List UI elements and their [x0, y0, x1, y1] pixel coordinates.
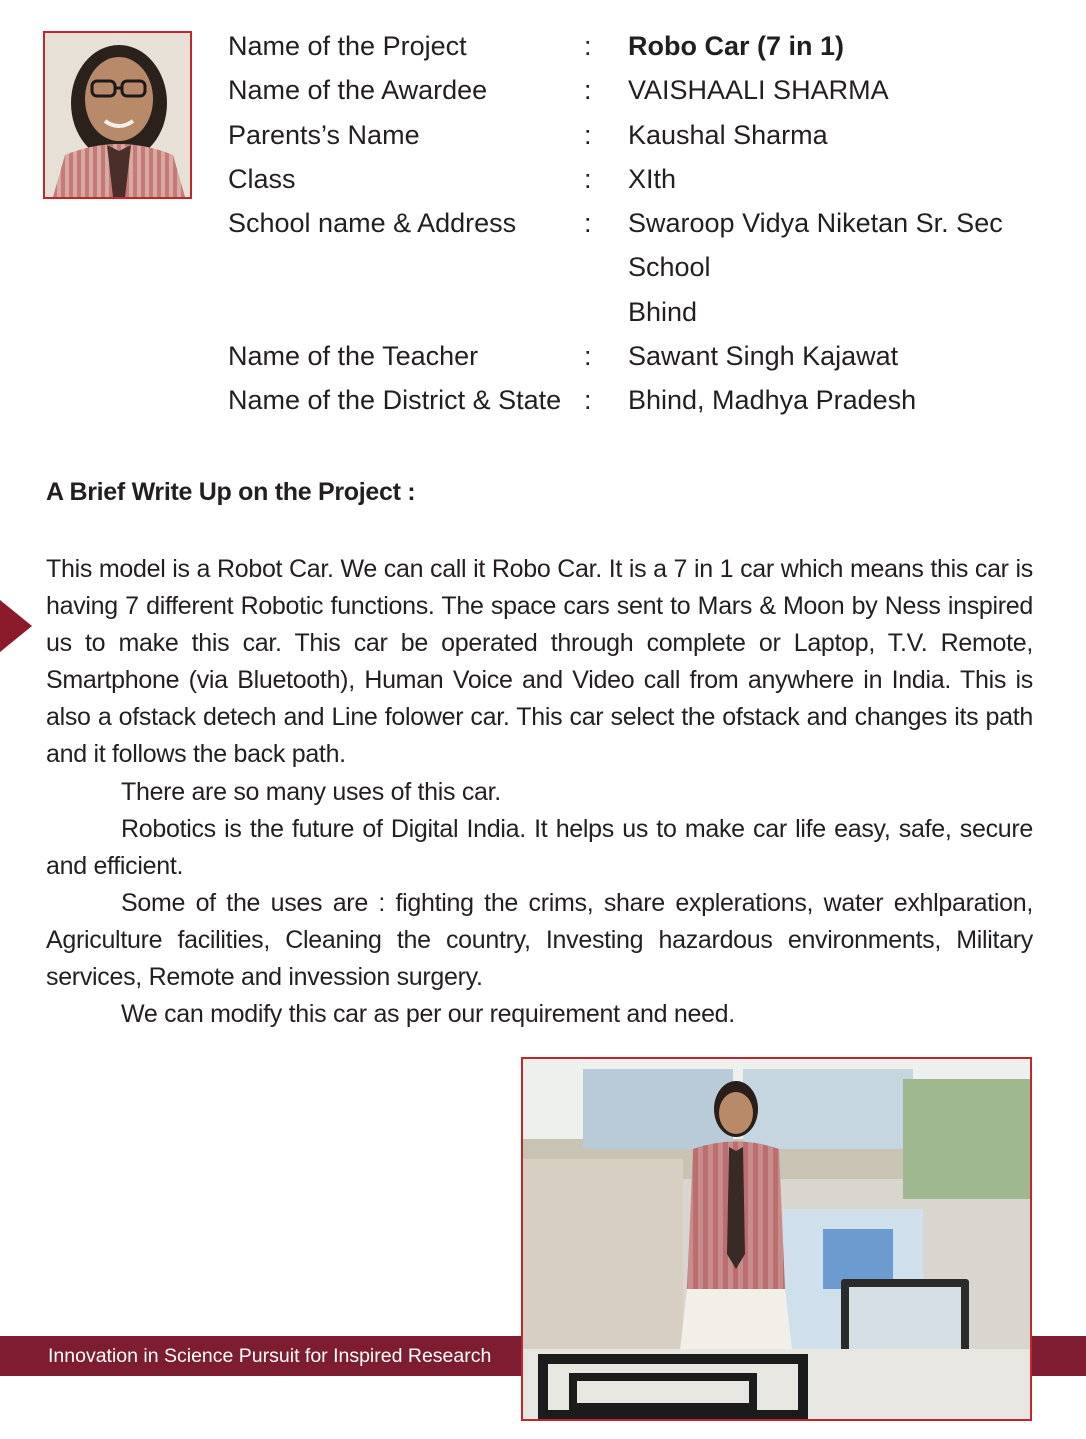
info-label — [228, 290, 584, 334]
info-colon: : — [584, 119, 592, 150]
writeup-body — [46, 551, 1033, 1033]
info-value: Bhind, Madhya Pradesh — [628, 385, 917, 416]
footer-text: Innovation in Science Pursuit for Inspired Research — [48, 1345, 492, 1367]
info-colon: : — [584, 75, 592, 106]
info-label: Name of the Project — [228, 31, 467, 61]
writeup-title: A Brief Write Up on the Project : — [46, 478, 416, 506]
portrait-image — [45, 33, 190, 197]
info-value: Robo Car (7 in 1) — [628, 31, 845, 61]
info-value: Kaushal Sharma — [628, 119, 828, 150]
writeup-paragraph: Robotics is the future of Digital India. It helps us to make car life easy, safe, secure and efficient. — [46, 814, 1033, 880]
project-photo — [521, 1057, 1032, 1421]
info-row-school-cont — [228, 290, 1078, 334]
writeup-paragraph: This model is a Robot Car. We can call it Robo Car. It is a 7 in 1 car which means this car is having 7 different Robotic functions. The space cars sent to Mars & Moon by Ness inspired us to make this car. This car be operated through complete or Laptop, T.V. Remote, Smartphone (via Bluetooth), Human Voice and Video call from anywhere in India. This is also a ofstack detech and Line folower car. This car select the ofstack and changes its path and it follows the back path. — [46, 555, 1033, 769]
info-row-awardee — [228, 68, 1078, 112]
info-row-teacher — [228, 334, 1078, 378]
info-value: Sawant Singh Kajawat — [628, 341, 899, 372]
info-value: XIth — [628, 163, 677, 194]
awardee-portrait — [43, 31, 192, 199]
info-label: Parents’s Name — [228, 119, 420, 150]
awardee-info-table — [228, 24, 1078, 423]
info-label: School name & Address — [228, 208, 517, 239]
info-value: Swaroop Vidya Niketan Sr. Sec School — [628, 208, 1003, 283]
info-row-project — [228, 24, 1078, 68]
writeup-paragraph: We can modify this car as per our requirement and need. — [121, 1000, 735, 1029]
writeup-paragraph: There are so many uses of this car. — [121, 777, 501, 806]
info-row-district — [228, 378, 1078, 422]
info-row-parents — [228, 113, 1078, 157]
project-photo-image — [523, 1059, 1030, 1419]
info-label: Name of the District & State — [228, 385, 562, 416]
info-label: Name of the Awardee — [228, 75, 488, 106]
writeup-paragraph: Some of the uses are : fighting the crims, share explerations, water exhlparation, Agriculture facilities, Cleaning the country, Investing hazardous environments, Military services, Remote and invession surgery. — [46, 888, 1033, 992]
info-colon: : — [584, 31, 592, 61]
info-colon: : — [584, 385, 592, 416]
info-value: VAISHAALI SHARMA — [628, 75, 889, 106]
info-label: Class — [228, 163, 296, 194]
info-value: Bhind — [628, 296, 698, 327]
info-row-class — [228, 157, 1078, 201]
page-tab-arrow-icon — [0, 600, 32, 652]
info-colon: : — [584, 163, 592, 194]
info-label: Name of the Teacher — [228, 341, 479, 372]
info-colon: : — [584, 341, 592, 372]
info-colon: : — [584, 208, 592, 239]
info-colon — [584, 290, 628, 334]
info-row-school — [228, 201, 1078, 290]
